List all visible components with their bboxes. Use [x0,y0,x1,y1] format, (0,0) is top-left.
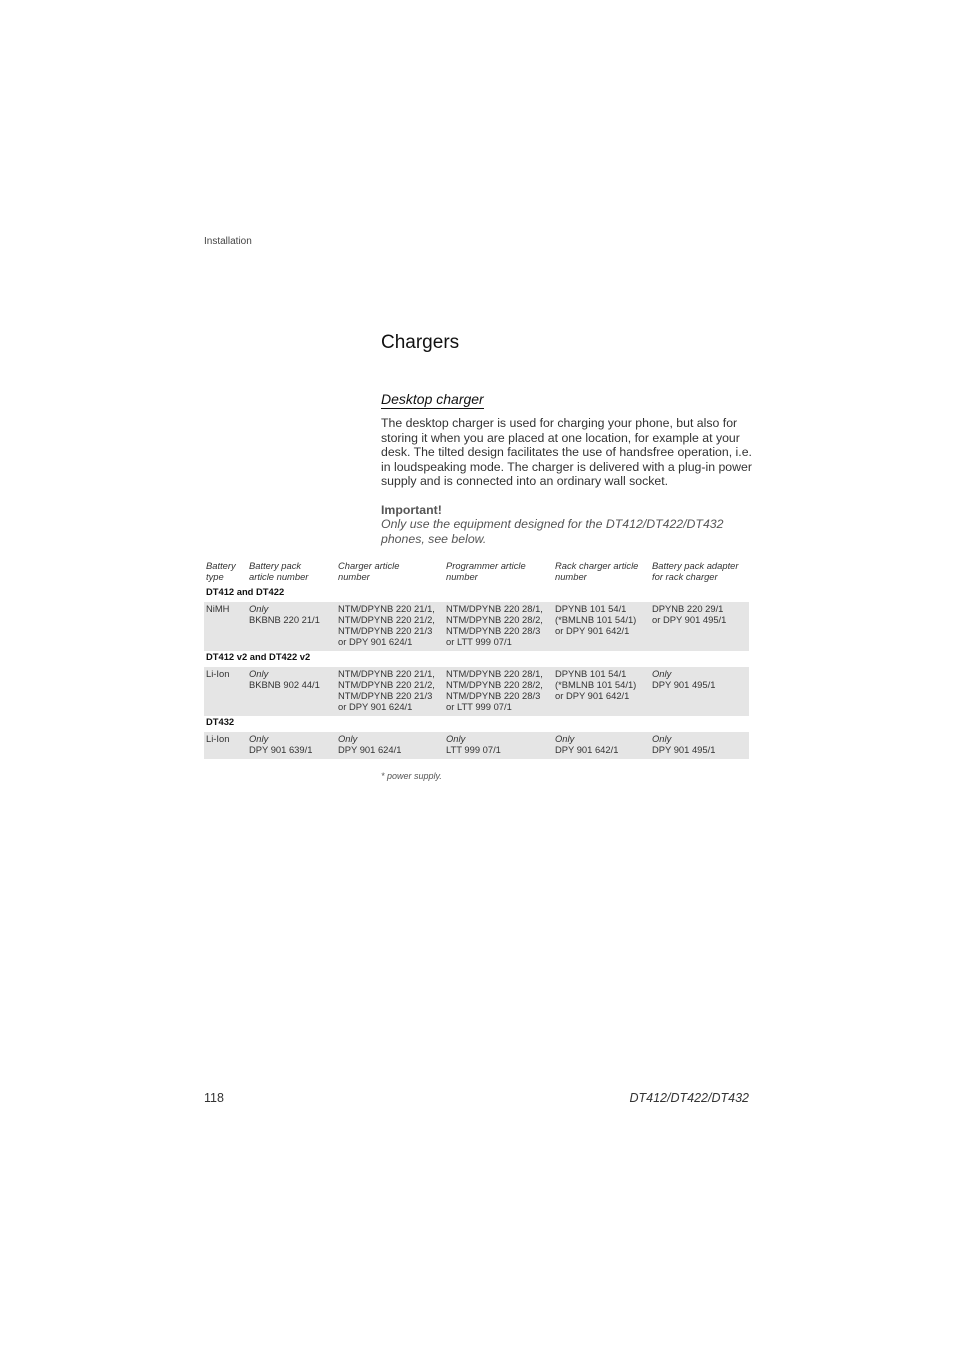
table-row [204,732,749,759]
cell-line: BKBNB 220 21/1 [249,614,320,626]
table-cell [336,667,444,715]
only-qualifier: Only [555,733,575,745]
important-note: Only use the equipment designed for the DT412/DT422/DT432 phones, see below. [381,517,724,546]
table-cell [444,602,553,650]
cell-line: NTM/DPYNB 220 28/3 [446,689,541,701]
footnote: * power supply. [381,771,442,781]
cell-line: NTM/DPYNB 220 28/3 [446,624,541,636]
table-cell [650,602,749,650]
cell-line: or LTT 999 07/1 [446,635,512,647]
table-cell [650,732,749,759]
cell-line: Li-Ion [206,668,230,680]
table-cell [247,667,336,715]
header-programmer-article: Programmer article number [446,560,526,582]
table-cell [247,602,336,650]
table-cell [553,667,650,715]
table-cell [553,732,650,759]
cell-line: NTM/DPYNB 220 21/3 [338,689,433,701]
running-head: Installation [204,236,252,247]
table-header-row [204,560,749,586]
cell-line: LTT 999 07/1 [446,744,501,756]
header-rack-charger-article: Rack charger article number [555,560,639,582]
group-label: DT432 [206,715,235,727]
header-battery-pack: Battery pack article number [249,560,309,582]
table-cell [444,667,553,715]
cell-line: BKBNB 902 44/1 [249,679,320,691]
cell-line: or DPY 901 642/1 [555,624,630,636]
page-number: 118 [204,1091,224,1105]
only-qualifier: Only [446,733,466,745]
cell-line: DPY 901 639/1 [249,744,313,756]
table-cell [204,732,247,759]
cell-line: NTM/DPYNB 220 28/1, [446,603,543,615]
table-cell [204,667,247,715]
table-row [204,602,749,650]
cell-line: DPYNB 220 29/1 [652,603,724,615]
table-cell [553,602,650,650]
cell-line: or DPY 901 495/1 [652,614,727,626]
cell-line: or DPY 901 624/1 [338,700,413,712]
cell-line: NTM/DPYNB 220 21/3 [338,624,433,636]
cell-line: DPY 901 642/1 [555,744,619,756]
cell-line: NTM/DPYNB 220 21/2, [338,614,435,626]
cell-line: NTM/DPYNB 220 21/1, [338,603,435,615]
cell-line: DPY 901 495/1 [652,744,716,756]
cell-line: DPY 901 624/1 [338,744,402,756]
table-body [204,586,749,759]
group-row [204,651,749,668]
group-row [204,716,749,733]
group-row [204,586,749,603]
cell-line: NTM/DPYNB 220 28/1, [446,668,543,680]
cell-line: Li-Ion [206,733,230,745]
table-cell [204,602,247,650]
section-heading: Desktop charger [381,391,484,407]
page-title: Chargers [381,332,460,353]
cell-line: (*BMLNB 101 54/1) [555,679,637,691]
document-id: DT412/DT422/DT432 [629,1091,749,1105]
cell-line: NTM/DPYNB 220 28/2, [446,614,543,626]
body-paragraph: The desktop charger is used for charging your phone, but also for storing it when you are placed at one location, for example at your desk. The tilted design facilitates the use of handsfree operation, i.e. in loudspeaking mode. The charger is delivered with a plug-in power supply and is connected into an ordinary wall socket. [381,416,752,489]
cell-line: (*BMLNB 101 54/1) [555,614,637,626]
cell-line: NTM/DPYNB 220 21/1, [338,668,435,680]
only-qualifier: Only [338,733,358,745]
charger-table [204,560,749,759]
header-battery-pack-adapter: Battery pack adapter for rack charger [652,560,739,582]
group-label: DT412 and DT422 [206,585,285,597]
cell-line: NTM/DPYNB 220 28/2, [446,679,543,691]
only-qualifier: Only [249,668,269,680]
cell-line: or DPY 901 624/1 [338,635,413,647]
table-cell [247,732,336,759]
cell-line: or DPY 901 642/1 [555,689,630,701]
cell-line: or LTT 999 07/1 [446,700,512,712]
table-cell [336,602,444,650]
only-qualifier: Only [249,603,269,615]
table-cell [444,732,553,759]
only-qualifier: Only [652,733,672,745]
table-cell [336,732,444,759]
header-battery-type: Battery type [206,560,236,582]
only-qualifier: Only [249,733,269,745]
cell-line: DPY 901 495/1 [652,679,716,691]
only-qualifier: Only [652,668,672,680]
important-label: Important! [381,503,442,517]
cell-line: DPYNB 101 54/1 [555,668,627,680]
group-label: DT412 v2 and DT422 v2 [206,650,311,662]
cell-line: NTM/DPYNB 220 21/2, [338,679,435,691]
cell-line: DPYNB 101 54/1 [555,603,627,615]
table-row [204,667,749,715]
table-cell [650,667,749,715]
cell-line: NiMH [206,603,230,615]
header-charger-article: Charger article number [338,560,400,582]
